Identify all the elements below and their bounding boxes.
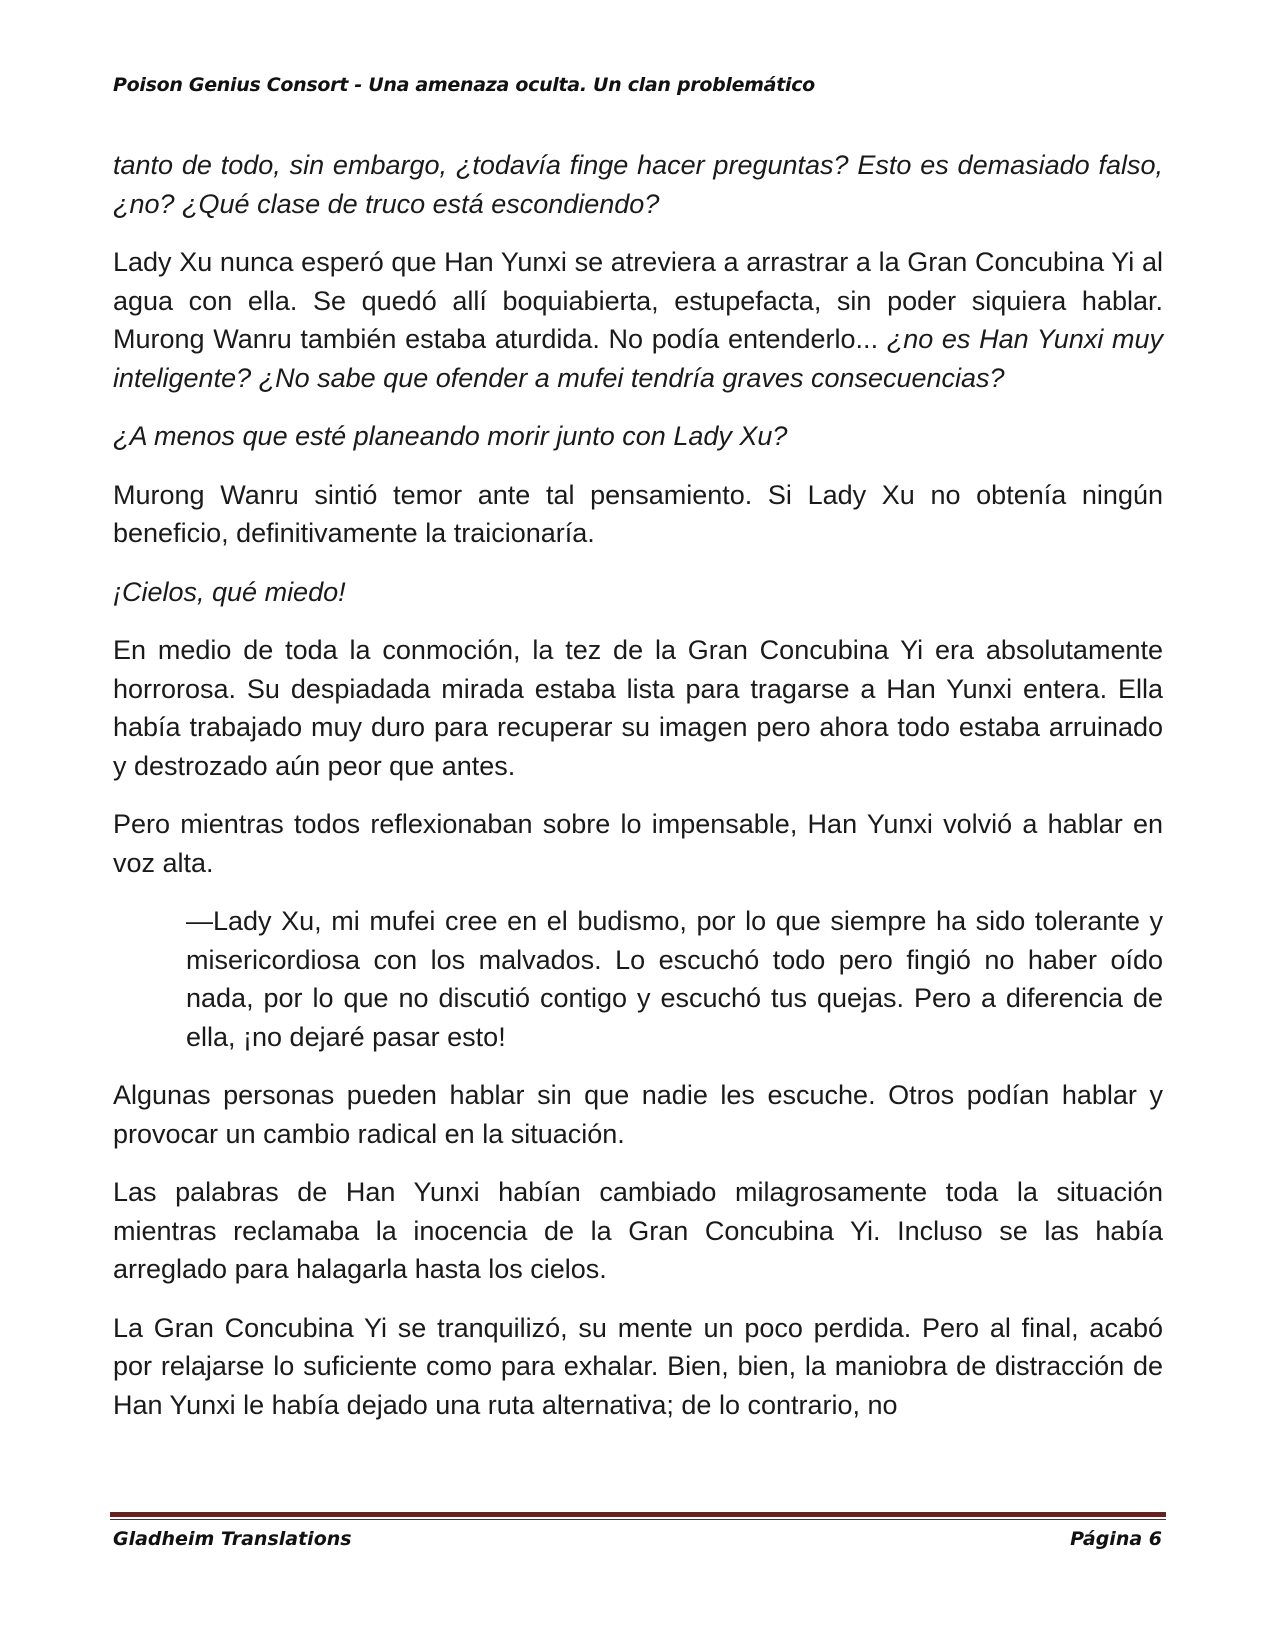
page-header-title: Poison Genius Consort - Una amenaza oculta. Un clan problemático [113,74,815,96]
paragraph-5: ¡Cielos, qué miedo! [113,576,346,607]
paragraph-11: La Gran Concubina Yi se tranquilizó, su mente un poco perdida. Pero al final, acabó por relajarse lo suficiente como para exhalar. Bien, bien, la maniobra de distracción de Han Yunxi le había dejado una ruta alternativa; de lo contrario, no [113,1312,1163,1420]
footer-divider-thin [110,1519,1166,1520]
footer-page-number: Página 6 [1070,1528,1162,1550]
paragraph-4: Murong Wanru sintió temor ante tal pensamiento. Si Lady Xu no obtenía ningún beneficio, definitivamente la traicionaría. [113,479,1163,548]
dialogue-paragraph: —Lady Xu, mi mufei cree en el budismo, por lo que siempre ha sido tolerante y misericordiosa con los malvados. Lo escuchó todo pero fingió no haber oído nada, por lo que no discutió contigo y escuchó tus quejas. Pero a diferencia de ella, ¡no dejaré pasar esto! [186,906,1163,1052]
footer-publisher: Gladheim Translations [113,1528,352,1550]
paragraph-9: Algunas personas pueden hablar sin que nadie les escuche. Otros podían hablar y provocar un cambio radical en la situación. [113,1080,1163,1149]
paragraph-2-italic-text: ¿no es Han Yunxi muy inteligente? ¿No sabe que ofender a mufei tendría graves consecuencias? [113,324,1163,393]
document-body [113,146,1163,1424]
paragraph-3: ¿A menos que esté planeando morir junto con Lady Xu? [113,421,788,451]
paragraph-7: Pero mientras todos reflexionaban sobre lo impensable, Han Yunxi volvió a hablar en voz alta. [113,809,1163,878]
paragraph-10: Las palabras de Han Yunxi habían cambiado milagrosamente toda la situación mientras reclamaba la inocencia de la Gran Concubina Yi. Incluso se las había arreglado para halagarla hasta los cielos. [113,1177,1163,1284]
paragraph-2 [113,243,1163,397]
paragraph-2-text: Lady Xu nunca esperó que Han Yunxi se atreviera a arrastrar a la Gran Concubina Yi al agua con ella. Se quedó allí boquiabierta, estupefacta, sin poder siquiera hablar. Murong Wanru también estaba aturdida. No podía entenderlo... [113,247,1163,354]
footer-divider [110,1512,1166,1520]
footer-divider-thick [110,1512,1166,1517]
paragraph-6: En medio de toda la conmoción, la tez de la Gran Concubina Yi era absolutamente horrorosa. Su despiadada mirada estaba lista para tragarse a Han Yunxi entera. Ella había trabajado muy duro para recuperar su imagen pero ahora todo estaba arruinado y destrozado aún peor que antes. [113,635,1163,781]
paragraph-1: tanto de todo, sin embargo, ¿todavía finge hacer preguntas? Esto es demasiado falso, ¿no? ¿Qué clase de truco está escondiendo? [113,150,1163,219]
